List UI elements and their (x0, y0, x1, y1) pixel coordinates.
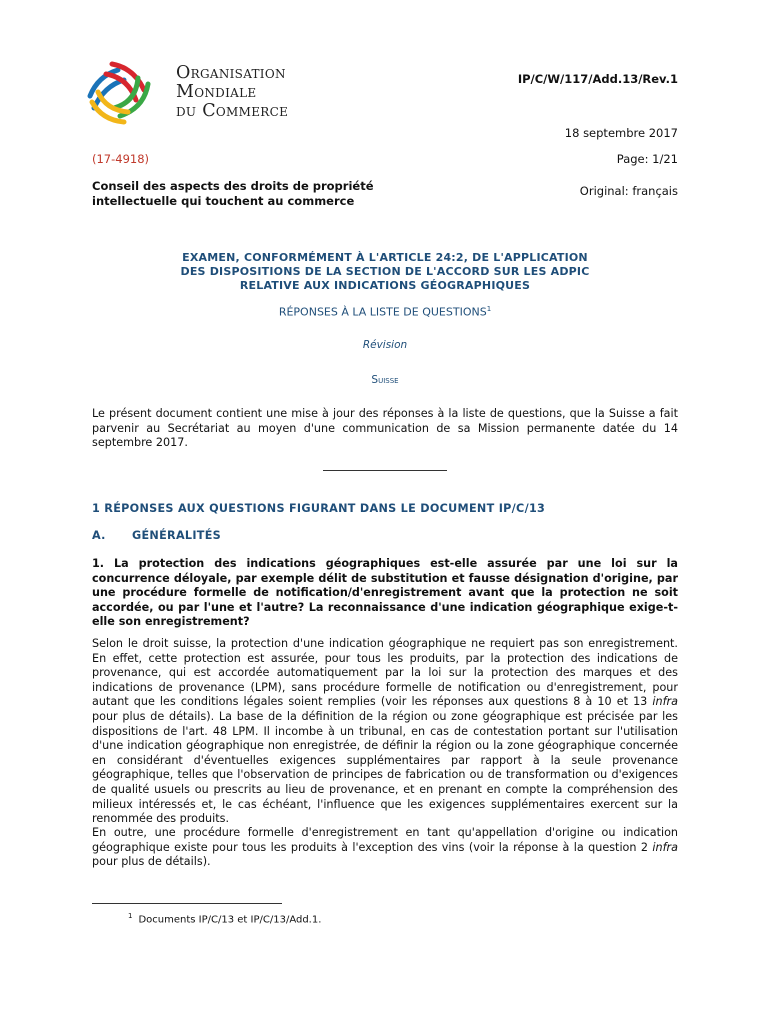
answer-paragraph-2: En outre, une procédure formelle d'enregistrement en tant qu'appellation d'origine ou indication géographique existe pour tous les produits à l'exception des vins (voir la réponse à la question 2 infra pour plus de détails). (92, 826, 678, 869)
council-name: Conseil des aspects des droits de propriété intellectuelle qui touchent au commerce (92, 179, 374, 208)
wto-logo (84, 56, 154, 126)
document-symbol: IP/C/W/117/Add.13/Rev.1 (517, 72, 678, 86)
answer-paragraph-1: Selon le droit suisse, la protection d'une indication géographique ne requiert pas son enregistrement. En effet, cette protection est assurée, pour tous les produits, par la protection des indications de provenance, qui est accordée automatiquement par la loi sur la protection des marques et des indications de provenance (LPM), sans procédure formelle de notification ou d'enregistrement, pour autant que les conditions légales soient remplies (voir les réponses aux questions 8 à 10 et 13 infra pour plus de détails). La base de la définition de la région ou zone géographique est précisée par les dispositions de l'art. 48 LPM. Il incombe à un tribunal, en cas de contestation portant sur l'utilisation d'une indication géographique non enregistrée, de définir la région ou la zone géographique concernée en considérant d'éventuelles exigences supplémentaires par rapport à la seule provenance géographique, telles que l'observation de principes de fabrication ou de transformation ou d'exigences de qualité usuels ou prescrits au lieu de provenance, et en prenant en compte la compréhension des milieux intéressés et, le cas échéant, l'influence que les exigences supplémentaires exercent sur la renommée des produits. (92, 637, 678, 826)
question-1: 1. La protection des indications géographiques est-elle assurée par une loi sur la concurrence déloyale, par exemple délit de substitution et fausse désignation d'origine, par une procédure formelle de notification/d'enregistrement avant que la protection ne soit accordée, ou par l'une et l'autre? La reconnaissance d'une indication géographique exige-t-elle son enregistrement? (92, 557, 678, 629)
footnote-ref[interactable]: 1 (486, 305, 492, 313)
footnote: $^1$ Documents IP/C/13 et IP/C/13/Add.1. (128, 912, 322, 926)
revision-label: Révision (362, 339, 408, 351)
separator (323, 470, 447, 471)
subsection-heading: A. GÉNÉRALITÉS (92, 529, 222, 542)
organisation-name: Organisation Mondiale du Commerce (176, 63, 289, 121)
page-number: Page: 1/21 (616, 152, 678, 166)
intro-paragraph: Le présent document contient une mise à jour des réponses à la liste de questions, que la Suisse a fait parvenir au Secrétariat au moyen d'une communication de sa Mission permanente datée du 14 septembre 2017. (92, 407, 678, 450)
document-title: EXAMEN, CONFORMÉMENT À L'ARTICLE 24:2, DE L'APPLICATION DES DISPOSITIONS DE LA SECTION DE L'ACCORD SUR LES ADPIC RELATIVE AUX INDICATIONS GÉOGRAPHIQUES (180, 251, 590, 292)
footnote-separator (92, 903, 282, 904)
original-language: Original: français (579, 184, 678, 198)
document-date: 18 septembre 2017 (564, 126, 678, 140)
section-heading: 1 RÉPONSES AUX QUESTIONS FIGURANT DANS LE DOCUMENT IP/C/13 (92, 502, 546, 515)
country-label: Suisse (371, 374, 399, 386)
job-number: (17-4918) (92, 152, 150, 166)
document-subtitle: RÉPONSES À LA LISTE DE QUESTIONS$^1$ (278, 305, 492, 319)
